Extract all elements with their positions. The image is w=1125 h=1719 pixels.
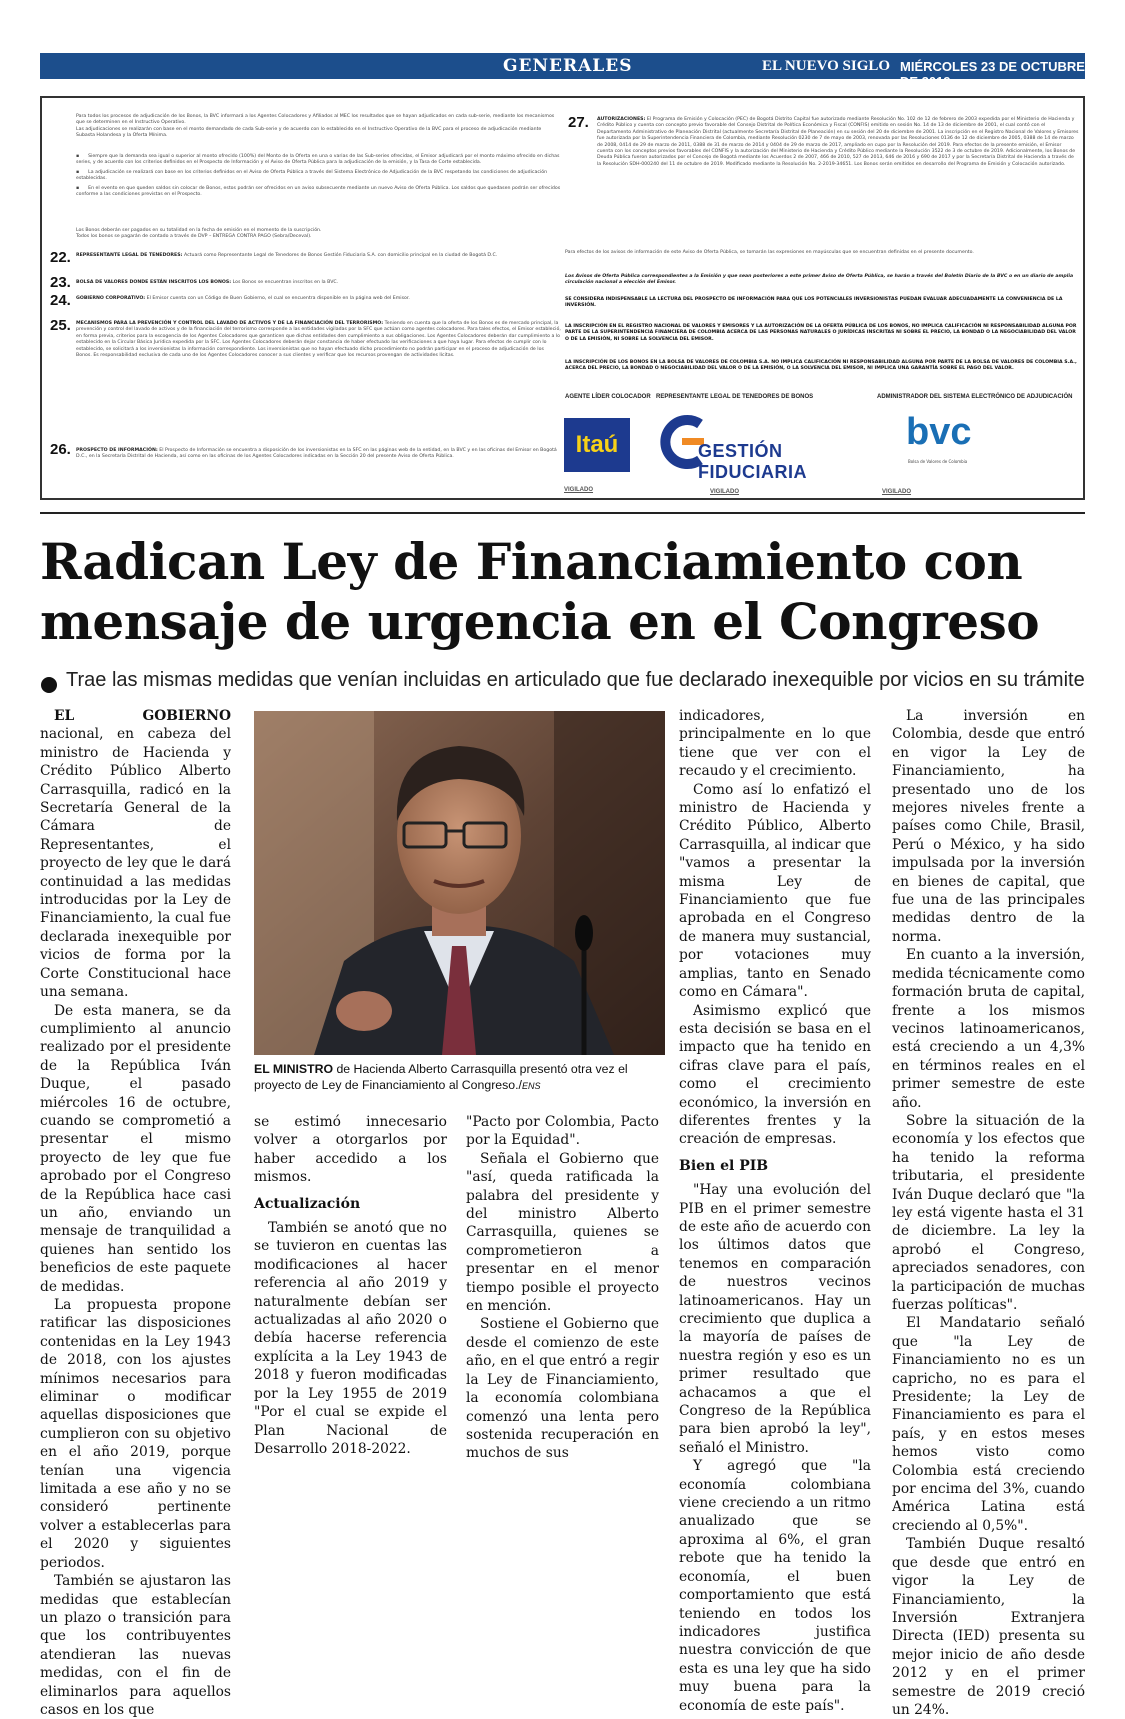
article-subheadline: Trae las mismas medidas que venían incluidas en articulado que fue declarado inexequible por vicios en su trámite (66, 669, 1085, 691)
paragraph: También se ajustaron las medidas que establecían un plazo o transición para que los contribuyentes atendieran las nuevas medidas, con el fin de eliminarlos para aquellos casos en los que (40, 1573, 231, 1718)
paragraph: También se anotó que no se tuvieron en cuentas las modificaciones al hacer referencia al año 2019 y naturalmente debían ser actualizadas al año 2020 o debía hacerse referencia explícita a la Ley 1943 de 2018 y fueron modificadas por la Ley 1955 de 2019 "Por el cual se expide el Plan Nacional de Desarrollo 2018-2022. (254, 1220, 447, 1457)
photo-credit: ENS (521, 1080, 541, 1091)
item-text: GOBIERNO CORPORATIVO: El Emisor cuenta con un Código de Buen Gobierno, el cual se encuentra disponible en la página web del Emisor. (76, 296, 410, 301)
photo-caption (254, 1062, 666, 1094)
bullet-icon (41, 677, 57, 693)
notice-bullets: ▪ Siempre que la demanda sea igual o superior al monto ofrecido (100%) del Monto de la Oferta en una o varias de las Sub-series ofrecidas, el Emisor adjudicará por el monto máximo ofrecido en dichas series, y de acuerdo con los criterios definidos en el Prospecto de Información y el Aviso de Oferta Pública para la adjudicación de la emisión, y la Tasa de Corte establecida. ▪ La adjudicación se realizará con base en los criterios definidos en el Aviso de Oferta Pública a través del Sistema Electrónico de Adjudicación de la BVC respetando las condiciones de adjudicación establecidas. ▪ En el evento en que queden saldos sin colocar de Bonos, estos podrán ser ofrecidos en un aviso subsecuente mediante un nuevo Aviso de Oferta Pública. Los saldos que quedasen podrán ser ofrecidos conforme a las condiciones previstas en el Prospecto. (76, 154, 561, 198)
section-subheading: Bien el PIB (679, 1157, 769, 1174)
item-number: 22. (50, 249, 71, 266)
bvc-logo-subtitle: Bolsa de Valores de Colombia (908, 459, 968, 464)
item-number: 25. (50, 317, 71, 334)
item-title: PROSPECTO DE INFORMACIÓN: (76, 448, 158, 453)
paragraph: "Pacto por Colombia, Pacto por la Equidad". (466, 1114, 659, 1149)
paragraph: En cuanto a la inversión, medida técnicamente como formación bruta de capital, frente a los mismos vecinos latinoamericanos, está creciendo a un 4,3% en términos reales en el primer semestre de este año. (892, 947, 1085, 1111)
vigilado-label: VIGILADO (564, 487, 594, 493)
paragraph: Sostiene el Gobierno que desde el comienzo de este año, en el que entró a regir la Ley de Financiamiento, la economía colombiana comenzó una lenta pero sostenida recuperación en muchos de sus (466, 1316, 659, 1462)
article-column-2 (254, 1113, 447, 1458)
item-number: 23. (50, 274, 71, 291)
paragraph: "Hay una evolución del PIB en el primer semestre de este año de acuerdo con los últimos datos que tenemos en comparación de nuestros vecinos latinoamericanos. Hay un crecimiento que duplica a la mayoría de países de nuestra región y eso es un primer resultado que achacamos a que el Congreso de la República para bien aprobó la ley", señaló el Ministro. (679, 1182, 871, 1456)
item-number: 26. (50, 441, 71, 458)
paragraph: se estimó innecesario volver a otorgarlos por haber accedido a los mismos. (254, 1114, 447, 1186)
page-number: 19A (1085, 53, 1125, 78)
item-title: AUTORIZACIONES: (597, 117, 646, 122)
vigilado-mark (710, 480, 739, 498)
item-text: PROSPECTO DE INFORMACIÓN: El Prospecto de Información se encuentra a disposición de los inversionistas en la SFC en las páginas web de la entidad, en la BVC y en las oficinas del Emisor en Bogotá D.C., en la Secretaría Distrital de Hacienda, así como en las oficinas de los Agentes Colocadores indicadas en la Sección 20 del presente Aviso de Oferta Pública. (76, 448, 557, 460)
paragraph: nacional, en cabeza del ministro de Hacienda y Crédito Público Alberto Carrasquilla, radicó en la Secretaría General de la Cámara de Representantes, el proyecto de ley que le dará continuidad a las medidas introducidas por la Ley de Financiamiento, la cual fue declarada inexequible por vicios de forma por la Corte Constitucional hace una semana. (40, 726, 231, 1001)
item-text: REPRESENTANTE LEGAL DE TENEDORES: Actuará como Representante Legal de Tenedores de Bonos Gestión Fiduciaria S.A. con domicilio principal en la ciudad de Bogotá D.C. (76, 253, 498, 258)
item-text: MECANISMOS PARA LA PREVENCIÓN Y CONTROL DEL LAVADO DE ACTIVOS Y DE LA FINANCIACIÓN DEL TERRORISMO: Teniendo en cuenta que la oferta de los Bonos es de mercado principal, la prevención y control del lavado de activos y de la financiación del terrorismo corresponde a las entidades vigiladas por la SFC que actúan como agentes colocadores. Para tales efectos, el Emisor estableció, en forma previa, criterios para la escogencia de los Agentes Colocadores que garanticen que dichas entidades den cumplimiento a sus obligaciones. Los Agentes Colocadores deberán dar cumplimiento a lo establecido en la Circular Básica Jurídica expedida por la SFC. Los Agentes Colocadores deberán dejar constancia de haber efectuado las verificaciones a que haya lugar. Para efectos de cumplir con lo establecido, se solicitará a los inversionistas la información correspondiente. Los inversionistas que no hayan efectuado dicho procedimiento no podrán participar en el proceso de adjudicación de los Bonos. Es responsabilidad exclusiva de cada uno de los Agentes Colocadores conocer a sus clientes y verificar que los recursos provengan de actividades lícitas. (76, 321, 561, 359)
item-title: REPRESENTANTE LEGAL DE TENEDORES: (76, 253, 183, 258)
minister-photo (254, 711, 665, 1055)
notice-note-italic: Los Avisos de Oferta Pública correspondientes a la Emisión y que sean posteriores a este primer Aviso de Oferta Pública, se harán a través del Boletín Diario de la BVC o en un diario de amplia circulación nacional a elección del Emisor. (565, 274, 1074, 286)
warning-exchange: LA INSCRIPCIÓN DE LOS BONOS EN LA BOLSA DE VALORES DE COLOMBIA S.A. NO IMPLICA CALIFICACIÓN NI RESPONSABILIDAD ALGUNA POR PARTE DE LA BOLSA DE VALORES DE COLOMBIA S.A., ACERCA DEL PRECIO, LA BONDAD O NEGOCIABILIDAD DEL VALOR O DE LA EMISIÓN, O LA SOLVENCIA DEL EMISOR, NI IMPLICA UNA GARANTÍA SOBRE EL PAGO DEL VALOR. (565, 360, 1077, 372)
agent-caption: AGENTE LÍDER COLOCADOR (565, 394, 651, 400)
bvc-logo-text: bvc (906, 411, 972, 453)
article-column-1 (40, 707, 231, 1719)
legal-notice-box (40, 96, 1085, 500)
vigilado-mark (564, 478, 593, 496)
paragraph: El Mandatario señaló que "la Ley de Financiamiento no es un capricho, no es para el Presidente; la Ley de Financiamiento es para el país, y en estos meses hemos visto como Colombia está creciendo por encima del 3%, cuando América Latina está creciendo al 0,5%". (892, 1315, 1085, 1534)
paragraph: La propuesta propone ratificar las disposiciones contenidas en la Ley 1943 de 2018, con los ajustes mínimos necesarios para eliminar o modificar aquellas disposiciones que cumplieron con su objetivo en el año 2019, porque tenían una vigencia limitada a ese año y no se consideró pertinente volver a establecerlas para el 2020 y siguientes periodos. (40, 1297, 231, 1571)
itau-logo-text: Itaú (575, 431, 619, 458)
paragraph: De esta manera, se da cumplimiento al anuncio realizado por el presidente de la República Iván Duque, el pasado miércoles 16 de octubre, cuando se comprometió a presentar el mismo proyecto de ley que fue aprobado por el Congreso de la República hace casi un año, enviando un mensaje de tranquilidad a quienes han sentido los beneficios de este paquete de medidas. (40, 1002, 231, 1295)
paragraph: También Duque resaltó que desde que entró en vigor la Ley de Financiamiento, la Inversión Extranjera Directa (IED) presenta su mejor inicio de año desde 2012 y en el primer semestre de 2019 creció un 24%. (892, 1536, 1085, 1718)
vigilado-label: VIGILADO (882, 489, 912, 495)
vigilado-mark (882, 480, 911, 498)
caption-text: de Hacienda Alberto Carrasquilla presentó otra vez el proyecto de Ley de Financiamiento al Congreso./ (254, 1062, 628, 1092)
vigilado-label: VIGILADO (710, 489, 740, 495)
warning-reading: SE CONSIDERA INDISPENSABLE LA LECTURA DEL PROSPECTO DE INFORMACIÓN PARA QUE LOS POTENCIALES INVERSIONISTAS PUEDAN EVALUAR ADECUADAMENTE LA CONVENIENCIA DE LA INVERSIÓN. (565, 297, 1063, 309)
section-title: GENERALES (503, 56, 633, 76)
paragraph: Sobre la situación de la economía y los efectos que ha tenido la reforma tributaria, el presidente Iván Duque declaró que "la ley está vigente hasta el 31 de diciembre. La ley la aprobó el Congreso, apreciados senadores, con la participación de muchas fuerzas políticas". (892, 1112, 1085, 1313)
paragraph: Y agregó que "la economía colombiana viene creciendo a un ritmo anualizado que se aproxima al 6%, el gran rebote que ha tenido la economía, el buen comportamiento que está teniendo en todos los indicadores justifica nuestra convicción de que esta es una ley que ha sido muy buena para la economía de este país". (679, 1458, 871, 1714)
itau-logo (564, 418, 630, 472)
publication-name: EL NUEVO SIGLO (762, 58, 891, 74)
paragraph: indicadores, principalmente en lo que tiene que ver con el recaudo y el crecimiento. (679, 708, 871, 780)
gestion-fiduciaria-text: GESTIÓN FIDUCIARIA (698, 441, 807, 482)
representative-caption: REPRESENTANTE LEGAL DE TENEDORES DE BONOS (656, 394, 814, 400)
item-number: 27. (568, 114, 589, 131)
notice-intro-text: Para todos los procesos de adjudicación de los Bonos, la BVC informará a los Agentes Colocadores y Afiliados al MEC los resultados que se hayan adjudicados en cada sub-serie, mediante los mecanismos que se determinen en el Instructivo Operativo. Las adjudicaciones se realizarán con base en el monto demandado de cada Sub-serie y de acuerdo con lo establecido en el Instructivo Operativo de la BVC para el proceso de adjudicación mediante Subasta Holandesa y la Oferta Mínima. (76, 114, 555, 139)
gestion-fiduciaria-logo (656, 414, 886, 482)
item-title: GOBIERNO CORPORATIVO: (76, 296, 146, 301)
article-column-3 (466, 1113, 659, 1463)
caption-lead: EL MINISTRO (254, 1062, 334, 1076)
article-column-5 (892, 707, 1085, 1719)
section-subheading: Actualización (254, 1195, 361, 1212)
paragraph: Como así lo enfatizó el ministro de Hacienda y Crédito Público, Alberto Carrasquilla, al indicar que "vamos a presentar la misma Ley de Financiamiento que fue aprobada en el Congreso de manera muy sustancial, por votaciones muy amplias, tanto en Senado como en Cámara". (679, 781, 871, 1001)
item-text: AUTORIZACIONES: El Programa de Emisión y Colocación (PEC) de Bogotá Distrito Capital fue autorizado mediante Resolución No. 102 de 12 de febrero de 2003 expedida por el Ministerio de Hacienda y Crédito Público y cuenta con concepto previo favorable del Consejo Distrital de Política Económica y Fiscal (CONFIS) emitido en sesión No. 14 de 13 de diciembre de 2001, el cual contó con el Departamento Administrativo de Planeación Distrital (actualmente Secretaría Distrital de Planeación) en su sesión del 20 de diciembre de 2001. La inscripción en el Registro Nacional de Valores y Emisores fue autorizada por la Superintendencia Financiera de Colombia, mediante Resolución 0230 de 7 de mayo de 2003, renovada por las Resoluciones 0136 de 12 de diciembre de 2005, 0388 de 14 de marzo de 2008, 0414 de 29 de marzo de 2011, 0388 de 31 de marzo de 2014 y 0404 de 29 de marzo de 2017, ampliado en cupo por la Resolución del 2019. Para efectos de la presente emisión, el Emisor cuenta con los conceptos previos favorables del CONFIS y la autorización del Ministerio de Hacienda y Crédito Público mediante la Resolución 3522 de 3 de octubre de 2019. Adicionalmente, los Bonos de Deuda Pública fueron autorizados por el Concejo de Bogotá mediante los Acuerdos 2 de 2007, 466 de 2010, 527 de 2013, 646 de 2016 y 690 de 2017 y por la Secretaría Distrital de Hacienda a través de la Resolución SDH-000240 del 11 de octubre de 2019. Modificado mediante la Resolución No. 2-2019-34651. Los Bonos serán emitidos en desarrollo del Programa de Emisión y Colocación autorizado. (597, 117, 1079, 167)
paragraph: Señala el Gobierno que "así, queda ratificada la palabra del presidente y del ministro Alberto Carrasquilla, quienes se comprometieron a presentar en el menor tiempo posible el proyecto en mención. (466, 1150, 659, 1315)
notice-note: Para efectos de los avisos de información de este Aviso de Oferta Pública, se tomarán las expresiones en mayúsculas que se encuentran definidas en el presente documento. (565, 250, 974, 255)
paragraph: La inversión en Colombia, desde que entró en vigor la Ley de Financiamiento, ha presentado uno de los mejores niveles frente a países como Chile, Brasil, Perú o México, y ha sido impulsada por la inversión en bienes de capital, que fue una de las principales medidas dentro de la norma. (892, 708, 1085, 945)
issue-date: MIÉRCOLES 23 DE OCTUBRE DE 2019 (900, 59, 1085, 89)
administrator-caption: ADMINISTRADOR DEL SISTEMA ELECTRÓNICO DE ADJUDICACIÓN (877, 394, 1073, 400)
section-header-bar (40, 53, 1125, 89)
paragraph: Asimismo explicó que esta decisión se basa en el impacto que ha tenido en cifras clave para el país, como el crecimiento económico, la inversión en diferentes frentes y la creación de empresas. (679, 1002, 871, 1148)
article-column-4 (679, 707, 871, 1715)
notice-payment-text: Los Bonos deberán ser pagados en su totalidad en la fecha de emisión en el momento de la suscripción. Todos los bonos se pagarán de contado a través de DVP – ENTREGA CONTRA PAGO (Sebra/Deceval). (76, 228, 322, 240)
item-title: MECANISMOS PARA LA PREVENCIÓN Y CONTROL DEL LAVADO DE ACTIVOS Y DE LA FINANCIACIÓN DEL TERRORISMO: (76, 321, 384, 326)
article-headline: Radican Ley de Financiamiento con mensaje de urgencia en el Congreso (40, 532, 1040, 651)
bvc-logo (900, 411, 1000, 473)
item-title: BOLSA DE VALORES DONDE ESTÁN INSCRITOS LOS BONOS: (76, 280, 232, 285)
lead-in: EL GOBIERNO (54, 708, 231, 724)
item-text: BOLSA DE VALORES DONDE ESTÁN INSCRITOS LOS BONOS: Los Bonos se encuentran inscritos en la BVC. (76, 280, 339, 285)
warning-registration: LA INSCRIPCIÓN EN EL REGISTRO NACIONAL DE VALORES Y EMISORES Y LA AUTORIZACIÓN DE LA OFERTA PÚBLICA DE LOS BONOS, NO IMPLICA CALIFICACIÓN NI RESPONSABILIDAD ALGUNA POR PARTE DE LA SUPERINTENDENCIA FINANCIERA DE COLOMBIA ACERCA DE LAS PERSONAS NATURALES O JURÍDICAS INSCRITAS NI SOBRE EL PRECIO, LA BONDAD O LA NEGOCIABILIDAD DEL VALOR O DE LA EMISIÓN, NI SOBRE LA SOLVENCIA DEL EMISOR. (565, 324, 1077, 342)
article-top-rule (40, 512, 1085, 514)
item-number: 24. (50, 292, 71, 309)
